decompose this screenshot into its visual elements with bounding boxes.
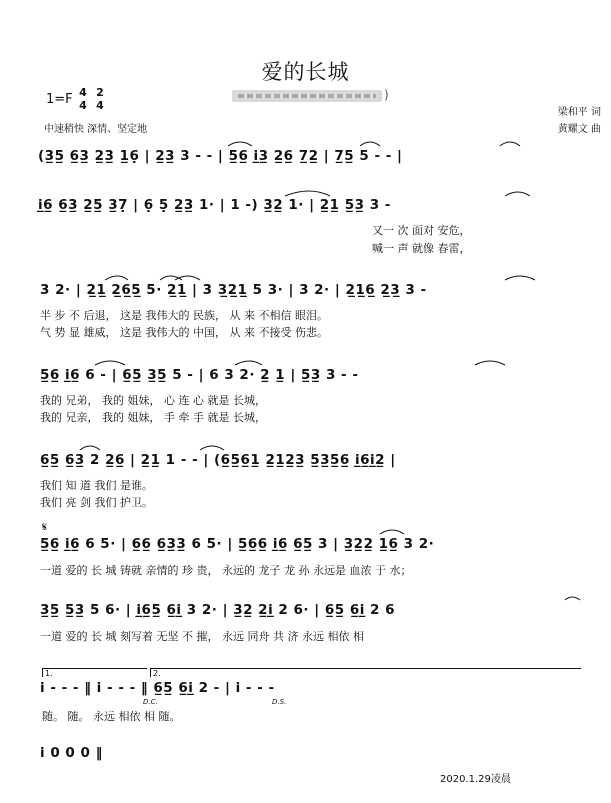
time-sig-a-num: 4: [79, 86, 87, 99]
dc-mark: D.C.: [143, 698, 158, 706]
tie-row3-c: [175, 276, 200, 280]
lyric-row-3-verse-1: 半 步 不 后退， 这是 我伟大的 民族， 从 来 不相信 眼泪。: [40, 309, 328, 322]
tie-row6-a: [380, 530, 404, 534]
tie-row2-a: [285, 191, 330, 196]
score-row-7: 3̲5̲ 5̲3̲ 5 6· | i̲6̲5̲ 6̲i̲ 3 2· | 3̲2̲ 2̲i̲ 2 6· | 6̲5̲ 6̲i̲ 2 6: [40, 602, 396, 618]
lyric-row-2-verse-1: 又一 次 面对 安危，: [372, 224, 471, 237]
time-sig-b-den: 4: [96, 99, 104, 112]
score-row-4: 5̲6̲ i̲6̲ 6 - | 6̲5̲ 3̲5̲ 5 - | 6 3 2· 2̲ 1̲ | 5̲3̲ 3 - -: [40, 367, 359, 383]
composer-credit: 黄耀文 曲: [557, 124, 601, 135]
time-sig-b-num: 2: [96, 86, 104, 99]
score-row-6: 5̲6̲ i̲6̲ 6 5· | 6̲6̲ 6̲3̲3̲ 6 5· | 5̲6̲6̲ i̲6̲ 6̲5̲ 3 | 3̲2̲2̲ 1̲6̲ 3 2·: [40, 536, 435, 552]
lyric-row-8: 随。 随。 永远 相依 相 随。: [42, 710, 181, 723]
tie-row7-a: [565, 597, 580, 600]
tie-row4-a: [95, 361, 125, 365]
volta-1-label: 1.: [45, 669, 53, 678]
song-title: 爱的长城: [261, 60, 350, 84]
lyric-row-3-verse-2: 气 势 显 雄威， 这是 我伟大的 中国， 从 来 不接受 伤悲。: [40, 326, 328, 339]
tie-row1-b: [360, 142, 380, 146]
score-row-3: 3 2· | 2̲1̲ 2̲6̲5̲ 5· 2̲1̲ | 3 3̲2̲1̲ 5 3· | 3 2· | 2̲1̲6̲ 2̲3̲ 3 -: [40, 282, 427, 298]
ds-mark: D.S.: [272, 698, 287, 706]
score-row-1: (3̲5̲ 6̲3̲ 2̲3̲ 1̲6̣ | 2̲3̲ 3 - - | 5̲6̲ i̲3̲ 2̲6̲ 7̲2̲ | 7̲5̲ 5 - - |: [38, 148, 403, 164]
key-signature: 1=F: [46, 92, 73, 107]
volta-2-label: 2.: [153, 669, 161, 678]
score-row-5: 6̲5̲ 6̲3̲ 2 2̲6̲ | 2̲1̲ 1 - - | (6̲5̲6̲1̲ 2̲1̲2̲3̲ 5̲3̲5̲6̲ i̲6̲i̲2̲ |: [40, 452, 396, 468]
tie-row5-a: [80, 446, 100, 450]
blurred-watermark-paren: ): [384, 88, 389, 102]
lyric-row-2-verse-2: 喊一 声 就像 春雷，: [372, 242, 471, 255]
lyricist-credit: 梁和平 词: [557, 107, 601, 118]
score-row-2: i̲6̲ 6̲3̲ 2̲5̲ 3̲7̣ | 6̣ 5̣ 2̲3̲ 1· | 1 -) 3̲2̲ 1· | 2̲1̲ 5̲3̲ 3 -: [38, 197, 391, 213]
lyric-row-6: 一道 爱的 长 城 铸就 亲情的 珍 贵， 永远的 龙子 龙 孙 永远是 血浓 于 水；: [40, 564, 412, 577]
lyric-row-4-verse-1: 我的 兄弟， 我的 姐妹， 心 连 心 就是 长城，: [40, 394, 266, 407]
tie-row4-c: [475, 361, 505, 365]
date-stamp: 2020.1.29凌晨: [440, 774, 511, 785]
tie-row3-a: [105, 276, 128, 280]
time-sig-a-den: 4: [79, 99, 87, 112]
tie-row5-b: [200, 446, 224, 450]
tie-row3-d: [505, 276, 535, 280]
tie-row4-b: [235, 361, 262, 365]
tempo-marking: 中速稍快 深情、坚定地: [44, 124, 148, 135]
score-row-9: i 0 0 0 ‖: [40, 745, 103, 761]
lyric-row-4-verse-2: 我的 兄亲， 我的 姐妹， 手 牵 手 就是 长城，: [40, 411, 266, 424]
tie-row1-a: [228, 142, 252, 146]
tie-row2-b: [505, 192, 530, 196]
tie-row1-c: [500, 142, 520, 146]
lyric-row-5-verse-2: 我们 亮 剑 我们 护卫。: [40, 496, 153, 509]
score-row-8: i - - - ‖ i - - - ‖ 6̲5̲ 6̲i̲ 2 - | i - - -: [40, 680, 275, 696]
lyric-row-7: 一道 爱的 长 城 刻写着 无坚 不 摧， 永远 同舟 共 济 永远 相依 相: [40, 630, 364, 643]
segno-mark: 𝄋: [42, 520, 48, 534]
lyric-row-5-verse-1: 我们 知 道 我们 是谁。: [40, 479, 153, 492]
